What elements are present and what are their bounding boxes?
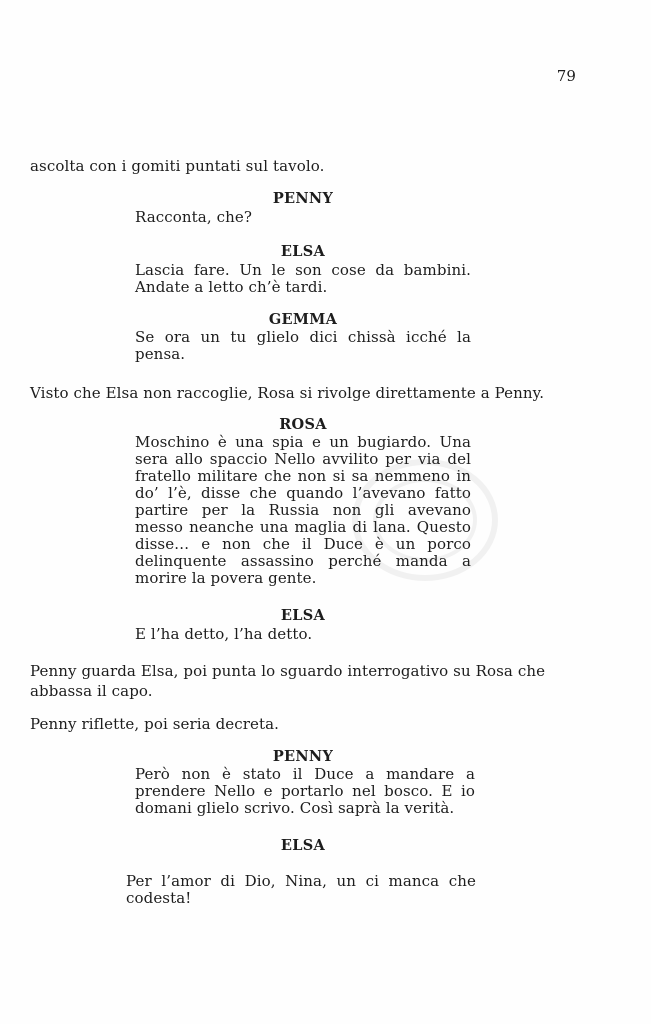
- stage-direction: Visto che Elsa non raccoglie, Rosa si rivolge direttamente a Penny.: [30, 384, 545, 402]
- watermark-seal: [350, 455, 500, 585]
- dialogue-line: E l’ha detto, l’ha detto.: [135, 625, 313, 643]
- speaker-name: PENNY: [272, 190, 334, 207]
- stage-direction: Penny riflette, poi seria decreta.: [30, 715, 280, 733]
- page-number: 79: [556, 67, 576, 85]
- speaker-name: PENNY: [272, 748, 334, 765]
- dialogue-line: Per l’amor di Dio, Nina, un ci manca che codesta!: [126, 872, 476, 907]
- dialogue-line: Racconta, che?: [135, 208, 252, 226]
- dialogue-line: Moschino è una spia e un bugiardo. Una sera allo spaccio Nello avvilito per via del fratello militare che non si sa nemmeno in do’ l’è, disse che quando l’avevano fatto partire per la Russia non gli avevano messo neanche una maglia di lana. Questo disse… e non che il Duce è un porco delinquente assassino perché manda a morire la povera gente.: [135, 433, 471, 587]
- dialogue-line: Però non è stato il Duce a mandare a prendere Nello e portarlo nel bosco. E io domani glielo scrivo. Così saprà la verità.: [135, 765, 475, 817]
- speaker-name: ELSA: [280, 837, 326, 854]
- speaker-name: GEMMA: [268, 311, 338, 328]
- dialogue-line: Se ora un tu glielo dici chissà icché la pensa.: [135, 328, 471, 363]
- stage-direction: ascolta con i gomiti puntati sul tavolo.: [30, 157, 325, 175]
- stage-direction: Penny guarda Elsa, poi punta lo sguardo interrogativo su Rosa che abbassa il capo.: [30, 662, 546, 700]
- speaker-name: ELSA: [280, 243, 326, 260]
- dialogue-line: Lascia fare. Un le son cose da bambini. Andate a letto ch’è tardi.: [135, 261, 471, 296]
- speaker-name: ROSA: [279, 416, 327, 433]
- speaker-name: ELSA: [280, 607, 326, 624]
